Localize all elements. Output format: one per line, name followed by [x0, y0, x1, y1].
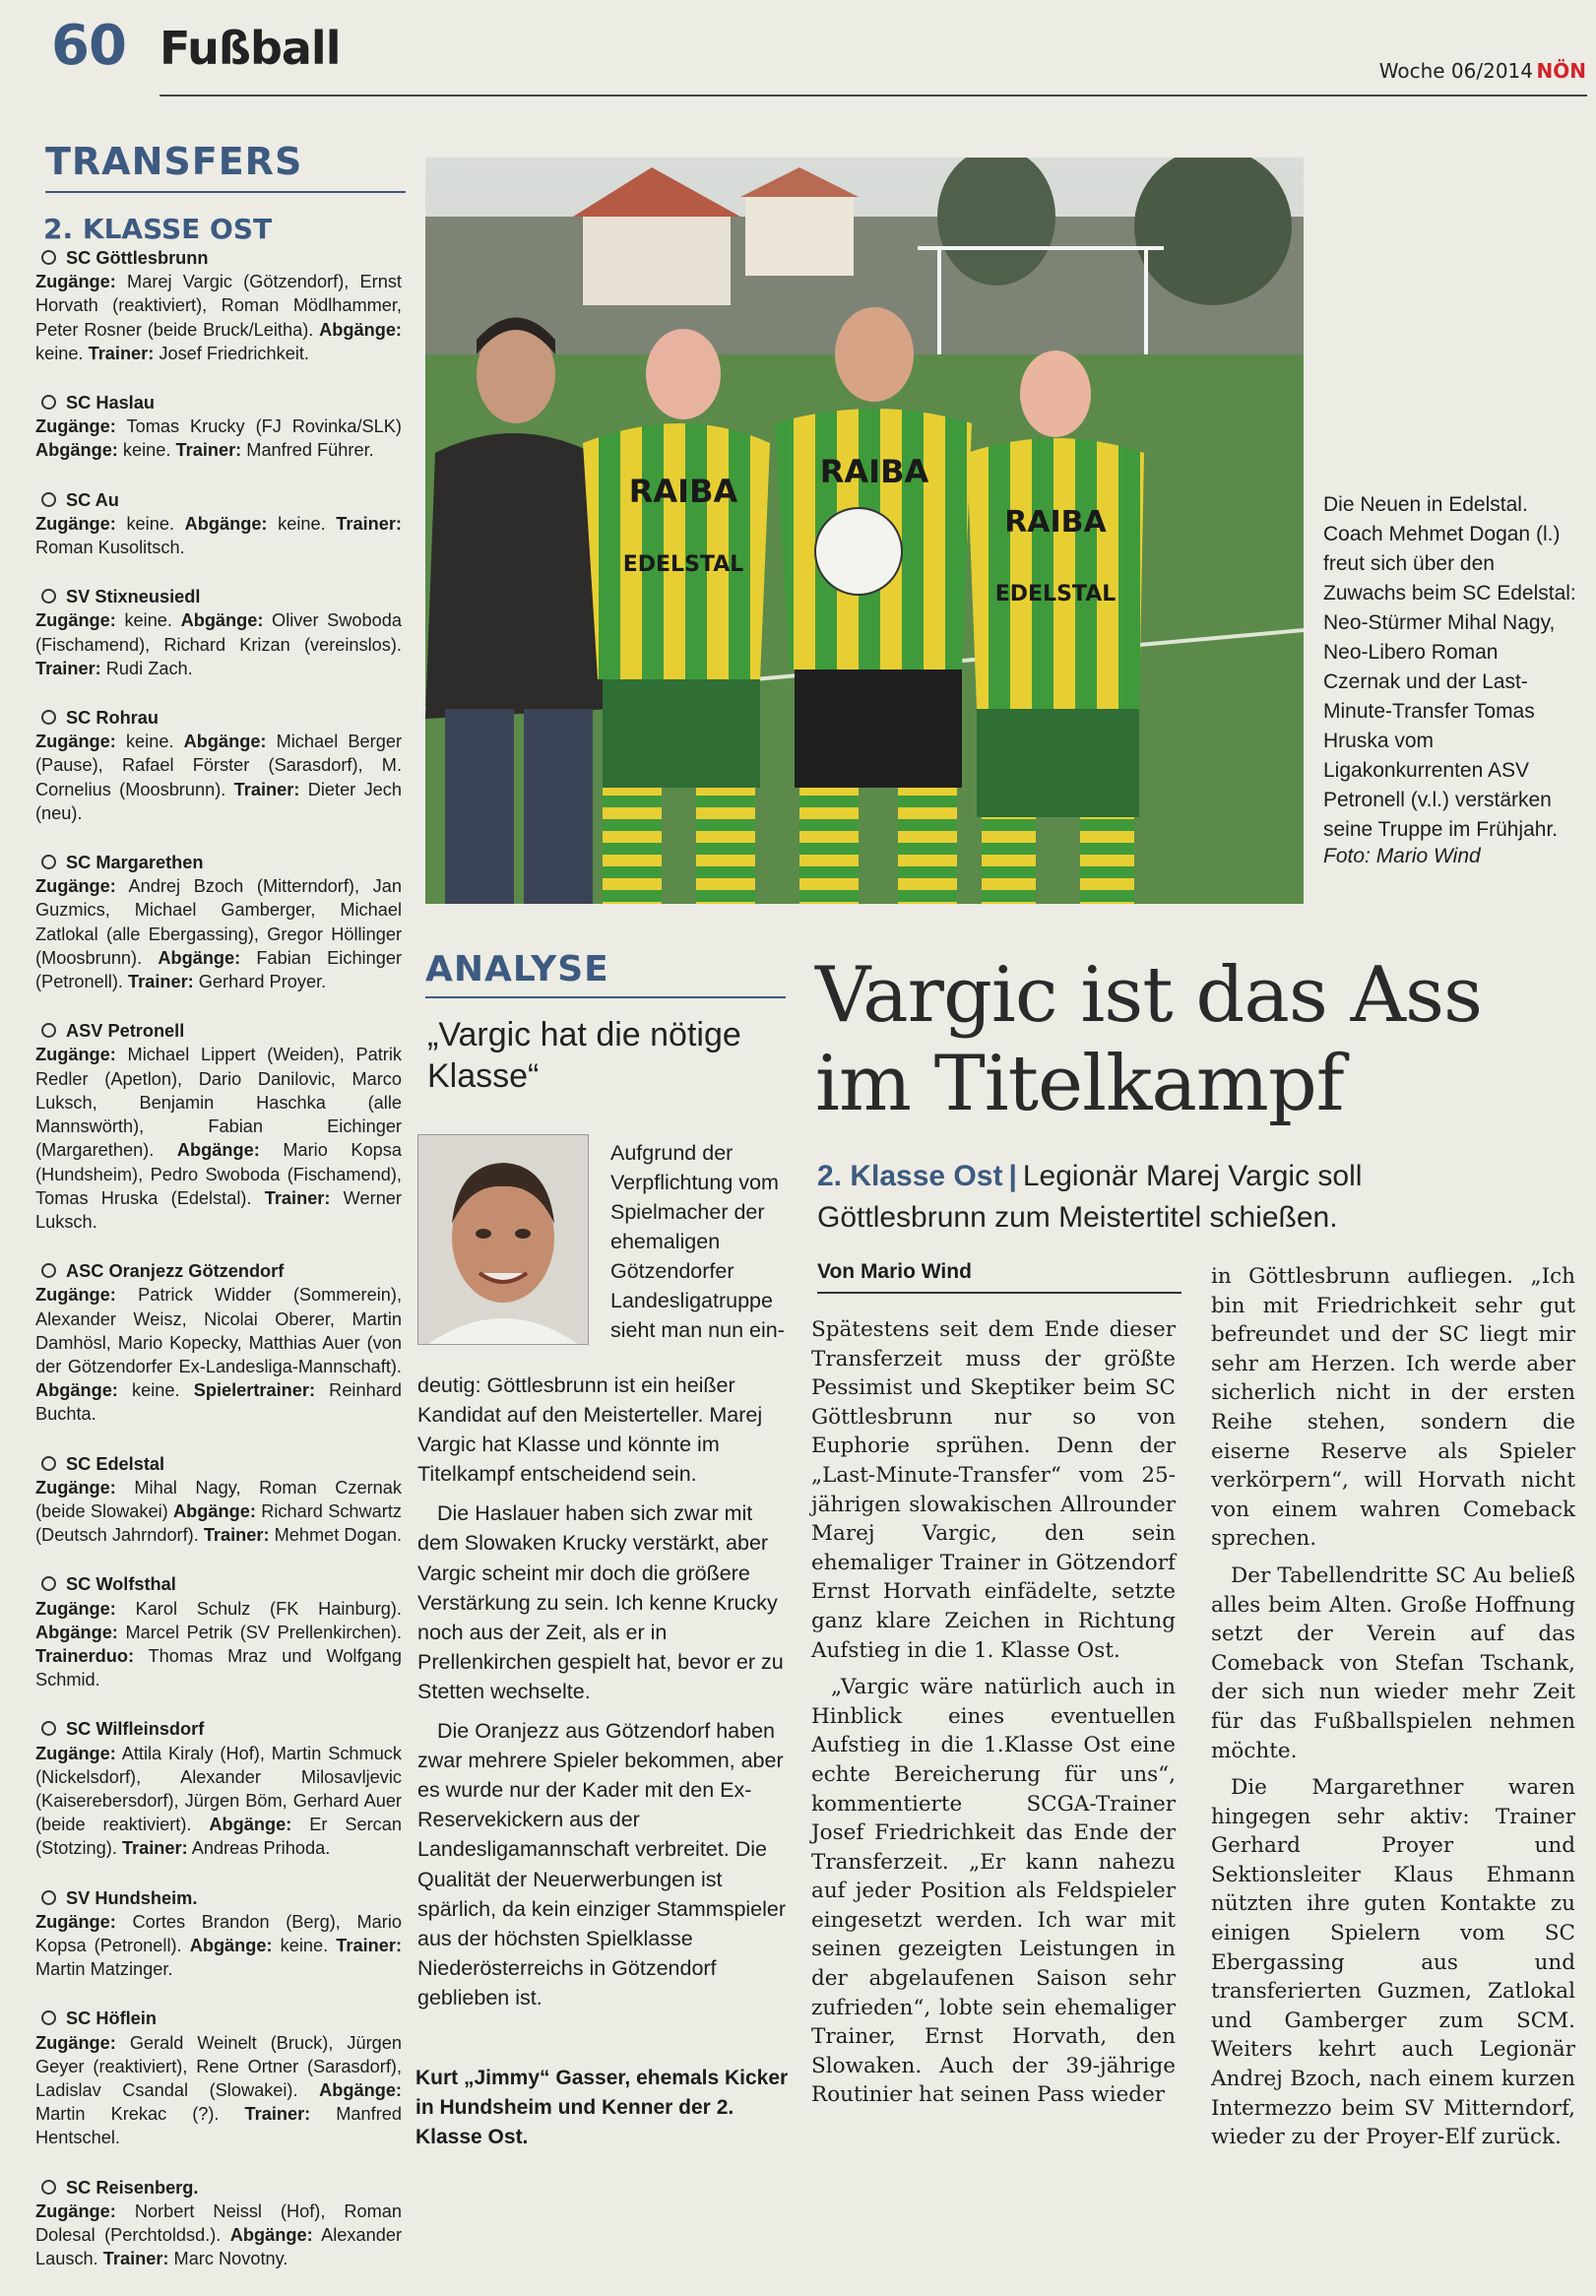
club-name-text: SC Margarethen	[66, 853, 204, 873]
transfer-club	[35, 1886, 402, 1982]
club-transfers	[35, 1476, 402, 1548]
label-trainer: Trainer:	[102, 2249, 169, 2269]
label-abgaenge: Abgänge:	[209, 1815, 292, 1835]
trainer-text: Werner Luksch.	[35, 1187, 402, 1232]
photo-credit: Foto: Mario Wind	[1323, 845, 1481, 867]
club-name-text: SV Hundsheim.	[66, 1887, 198, 1908]
label-abgaenge: Abgänge:	[35, 440, 118, 461]
club-name	[35, 391, 402, 415]
club-transfers	[35, 1910, 402, 1982]
zugaenge-text: keine.	[115, 513, 185, 534]
bullet-icon	[41, 395, 56, 410]
transfer-club	[35, 488, 402, 560]
transfer-club	[35, 706, 402, 825]
bullet-icon	[41, 2180, 56, 2195]
label-trainer: Trainer:	[244, 2104, 311, 2125]
issue-label: Woche 06/2014	[1378, 59, 1533, 83]
article-column-2	[1211, 1262, 1575, 2160]
team-photo	[425, 158, 1304, 904]
club-name	[35, 1019, 402, 1043]
club-name-text: SC Höflein	[66, 2009, 157, 2029]
label-abgaenge: Abgänge:	[183, 732, 267, 752]
club-name	[35, 1717, 402, 1741]
label-trainer: Trainer:	[35, 658, 101, 678]
jersey-text-1: RAIBA	[628, 473, 738, 510]
label-trainer: Trainer:	[264, 1187, 331, 1208]
bullet-icon	[41, 589, 56, 604]
club-name	[35, 246, 402, 270]
zugaenge-text: Tomas Krucky (FJ Rovinka/SLK)	[115, 416, 402, 437]
zugaenge-text: Karol Schulz (FK Hainburg).	[115, 1598, 402, 1619]
zugaenge-text: Patrick Widder (Sommerein), Alexander Weisz, Nicolai Oberer, Martin Damhösl, Mario Kopecky, Matthias Auer (von der Götzendorfer Ex-Landesliga-Mannschaft).	[35, 1285, 402, 1376]
label-trainer: Trainer:	[336, 1935, 403, 1955]
club-name	[35, 585, 402, 608]
club-name-text: SC Haslau	[66, 393, 155, 414]
analyse-intro: Aufgrund der Verpflichtung vom Spielmacher der ehemaligen Götzendorfer Landesligatruppe sieht man nun ein-	[610, 1141, 785, 1342]
club-name	[35, 1572, 402, 1596]
bullet-icon	[41, 250, 56, 265]
trainer-text: Mehmet Dogan.	[269, 1525, 402, 1546]
article-paragraph: „Vargic wäre natürlich auch in Hinblick eines eventuellen Aufstieg in die 1.Klasse Ost eine echte Bereicherung für uns“, kommentierte SCGA-Trainer Josef Friedrichkeit das Ende der Transferzeit. „Er kann nahezu auf jeder Position als Feldspieler eingesetzt werden. Ich war mit seinen gezeigten Leistungen in der abgelaufenen Saison sehr zufrieden“, lobte sein ehemaliger Trainer, Ernst Horvath, den Slowaken. Auch der 39-jährige Routinier hat seinen Pass wieder	[811, 1675, 1176, 2108]
club-transfers	[35, 2031, 402, 2150]
label-trainer: Trainer:	[121, 1838, 188, 1859]
abgaenge-text: keine.	[117, 440, 176, 461]
transfers-title: TRANSFERS	[45, 140, 303, 183]
abgaenge-text: Alexander Lausch.	[35, 2225, 402, 2269]
abgaenge-text: Michael Berger (Pause), Rafael Förster (Sarasdorf), M. Cornelius (Moosbrunn).	[35, 732, 402, 799]
club-name	[35, 2007, 402, 2030]
label-zugaenge: Zugänge:	[35, 513, 116, 534]
label-zugaenge: Zugänge:	[35, 1477, 116, 1498]
transfer-club	[35, 2007, 402, 2149]
transfers-league: 2. KLASSE OST	[43, 213, 273, 245]
analyse-rule	[425, 996, 786, 998]
bullet-icon	[41, 1721, 56, 1736]
page-number: 60	[51, 14, 126, 78]
abgaenge-text: Martin Krekac (?).	[35, 2104, 245, 2125]
abgaenge-text: Mario Kopsa (Hundsheim), Pedro Swoboda (Fischamend), Tomas Hruska (Edelstal).	[35, 1140, 403, 1208]
label-zugaenge: Zugänge:	[35, 2032, 116, 2053]
label-trainer: Trainer:	[336, 513, 402, 534]
analyse-paragraph: Die Oranjezz aus Götzendorf haben zwar mehrere Spieler bekommen, aber es wurde nur der Kader mit den Ex-Reservekickern aus der Landesligamannschaft verbreitet. Die Qualität der Neuerwerbungen ist spärlich, da kein einziger Stammspieler aus der höchsten Spielklasse Niederösterreichs in Götzendorf geblieben ist.	[417, 1719, 787, 2009]
club-transfers	[35, 1283, 402, 1426]
zugaenge-text: Andrej Bzoch (Mitterndorf), Jan Guzmics, Michael Gamberger, Michael Zatlokal (alle Ebergassing), Gregor Höllinger (Moosbrunn).	[35, 876, 402, 968]
club-name-text: SC Wolfsthal	[66, 1574, 176, 1595]
label-abgaenge: Abgänge:	[173, 1500, 256, 1521]
club-name-text: SV Stixneusiedl	[66, 587, 201, 607]
club-name-text: SC Reisenberg.	[66, 2177, 199, 2198]
trainer-text: Gerhard Proyer.	[193, 972, 327, 992]
club-transfers	[35, 1742, 402, 1861]
article-subhead-text: Legionär Marej Vargic soll Göttlesbrunn zum Meistertitel schießen.	[817, 1160, 1363, 1234]
article-paragraph: in Göttlesbrunn aufliegen. „Ich bin mit Friedrichkeit sehr gut befreundet und der SC liegt mir sehr am Herzen. Ich werde aber sicherlich nicht in der ersten Reihe stehen, sondern die eiserne Reserve als Spieler verkörpern“, will Horvath nicht von einem wahren Comeback sprechen.	[1211, 1264, 1575, 1552]
trainer-text: Thomas Mraz und Wolfgang Schmid.	[35, 1645, 402, 1690]
analyse-author: Kurt „Jimmy“ Gasser, ehemals Kicker in Hundsheim und Kenner der 2. Klasse Ost.	[415, 2067, 789, 2148]
abgaenge-text: Er Sercan (Stotzing).	[35, 1815, 402, 1859]
transfer-club	[35, 246, 402, 365]
article-paragraph: Der Tabellendritte SC Au beließ alles beim Alten. Große Hoffnung setzt der Verein auf das Comeback von Stefan Tschank, der sich nun wieder mehr Zeit für das Fußballspielen nehmen möchte.	[1211, 1563, 1575, 1763]
transfer-club	[35, 1572, 402, 1691]
label-abgaenge: Abgänge:	[319, 2080, 402, 2100]
trainer-text: Marc Novotny.	[168, 2249, 288, 2269]
transfer-club	[35, 1019, 402, 1234]
label-abgaenge: Abgänge:	[180, 610, 264, 631]
transfer-club	[35, 1717, 402, 1860]
abgaenge-text: Fabian Eichinger (Petronell).	[35, 947, 402, 992]
label-trainer: Trainer:	[128, 972, 194, 992]
article-paragraph: Spätestens seit dem Ende dieser Transferzeit muss der größte Pessimist und Skeptiker beim SC Göttlesbrunn nur so von Euphorie sprühen. Denn der „Last-Minute-Transfer“ vom 25-jährigen slowakischen Allrounder Marej Vargic, den sein ehemaliger Trainer in Götzendorf Ernst Horvath einfädelte, setzte ganz klare Zeichen in Richtung Aufstieg in die 1. Klasse Ost.	[811, 1317, 1176, 1663]
bullet-icon	[41, 1263, 56, 1278]
zugaenge-text: keine.	[115, 610, 181, 631]
zugaenge-text: Mihal Nagy, Roman Czernak (beide Slowakei)	[35, 1477, 402, 1521]
club-transfers	[35, 874, 402, 993]
label-abgaenge: Abgänge:	[229, 2225, 313, 2246]
club-transfers	[35, 2200, 402, 2271]
bullet-icon	[41, 492, 56, 507]
section-title: Fußball	[160, 22, 341, 75]
trainer-text: Andreas Prihoda.	[187, 1838, 331, 1859]
label-zugaenge: Zugänge:	[35, 1598, 116, 1619]
abgaenge-text: Marcel Petrik (SV Prellenkirchen).	[117, 1622, 402, 1642]
bullet-icon	[41, 710, 56, 725]
transfer-club	[35, 1452, 402, 1548]
trainer-text: Rudi Zach.	[100, 658, 193, 678]
transfer-club	[35, 1259, 402, 1426]
label-zugaenge: Zugänge:	[35, 1911, 116, 1932]
club-transfers	[35, 415, 402, 462]
club-name	[35, 1886, 402, 1910]
zugaenge-text: Cortes Brandon (Berg), Mario Kopsa (Petronell).	[35, 1911, 402, 1955]
zugaenge-text: Michael Lippert (Weiden), Patrik Redler (Apetlon), Dario Danilovic, Marco Luksch, Benjamin Haschka (alle Mannswörth), Fabian Eichinger (Margarethen).	[35, 1045, 402, 1161]
label-zugaenge: Zugänge:	[35, 732, 116, 752]
zugaenge-text: Norbert Neissl (Hof), Roman Dolesal (Perchtoldsd.).	[35, 2200, 402, 2246]
label-trainer: Trainerduo:	[35, 1645, 135, 1666]
author-portrait	[417, 1134, 589, 1345]
team-photo-illustration	[425, 158, 1304, 904]
club-transfers	[35, 270, 402, 365]
club-transfers	[35, 1597, 402, 1692]
label-abgaenge: Abgänge:	[158, 947, 241, 968]
label-zugaenge: Zugänge:	[35, 272, 116, 292]
abgaenge-text: keine.	[35, 343, 89, 363]
analyse-body	[417, 1371, 788, 2022]
bullet-icon	[41, 2010, 56, 2025]
abgaenge-text: keine.	[272, 1935, 337, 1955]
article-byline: Von Mario Wind	[817, 1260, 972, 1283]
zugaenge-text: Attila Kiraly (Hof), Martin Schmuck (Nickelsdorf), Alexander Milosavljevic (Kaiserebersdorf), Jürgen Böm, Gerhard Auer (beide reaktiviert).	[35, 1743, 402, 1835]
transfer-club	[35, 2176, 402, 2271]
bullet-icon	[41, 1576, 56, 1591]
label-abgaenge: Abgänge:	[184, 513, 268, 534]
byline-rule	[817, 1292, 1181, 1294]
club-name-text: ASV Petronell	[66, 1021, 185, 1042]
bullet-icon	[41, 1456, 56, 1471]
trainer-text: Roman Kusolitsch.	[35, 538, 185, 558]
article-column-1	[811, 1315, 1176, 2118]
club-transfers	[35, 512, 402, 559]
club-name	[35, 706, 402, 730]
transfers-rule	[45, 191, 406, 193]
label-zugaenge: Zugänge:	[35, 1285, 116, 1306]
analyse-paragraph: deutig: Göttlesbrunn ist ein heißer Kandidat auf den Meisterteller. Marej Vargic hat Klasse und könnte im Titelkampf entscheidend sein.	[417, 1373, 763, 1487]
header-rule	[160, 95, 1587, 96]
analyse-paragraph: Die Haslauer haben sich zwar mit dem Slowaken Krucky verstärkt, aber Vargic scheint mir doch die größere Verstärkung zu sein. Ich kenne Krucky noch aus der Zeit, als er in Prellenkirchen gespielt hat, bevor er zu Stetten wechselte.	[417, 1501, 784, 1703]
photo-caption: Die Neuen in Edelstal. Coach Mehmet Dogan (l.) freut sich über den Zuwachs beim SC Edelstal: Neo-Stürmer Mihal Nagy, Neo-Libero Roman Czernak und der Last-Minute-Transfer Tomas Hruska vom Ligakonkurrenten ASV Petronell (v.l.) verstärken seine Truppe im Frühjahr.	[1323, 493, 1576, 841]
transfer-club	[35, 851, 402, 993]
club-name-text: SC Edelstal	[66, 1453, 165, 1474]
jersey-text-2: EDELSTAL	[622, 552, 744, 577]
author-portrait-illustration	[418, 1135, 588, 1344]
trainer-text: Dieter Jech (neu).	[35, 779, 402, 823]
trainer-text: Manfred Führer.	[241, 440, 374, 461]
jersey-text-1b: RAIBA	[819, 453, 929, 490]
club-transfers	[35, 1043, 402, 1234]
article-paragraph: Die Margarethner waren hingegen sehr aktiv: Trainer Gerhard Proyer und Sektionsleiter Klaus Ehmann nützten ihre guten Kontakte zu einigen Spielern vom SC Ebergassing aus und transferierten Guzmen, Zatlokal und Gamberger zum SCM. Weiters kehrt auch Legionär Andrej Bzoch, nach einem kurzen Intermezzo beim SV Mitterndorf, wieder zu der Proyer-Elf zurück.	[1211, 1775, 1575, 2150]
label-zugaenge: Zugänge:	[35, 876, 116, 897]
abgaenge-text: keine.	[267, 513, 337, 534]
label-abgaenge: Abgänge:	[35, 1380, 118, 1401]
abgaenge-text: Richard Schwartz (Deutsch Jahrndorf).	[35, 1500, 402, 1546]
label-zugaenge: Zugänge:	[35, 416, 116, 437]
label-abgaenge: Abgänge:	[176, 1140, 260, 1161]
article-kicker: 2. Klasse Ost	[817, 1160, 1003, 1192]
label-trainer: Spielertrainer:	[193, 1380, 316, 1401]
label-trainer: Trainer:	[233, 779, 300, 799]
zugaenge-text: Marej Vargic (Götzendorf), Ernst Horvath (reaktiviert), Roman Mödlhammer, Peter Rosner (beide Bruck/Leitha).	[35, 272, 402, 340]
article-subhead	[817, 1156, 1487, 1239]
analyse-quote: „Vargic hat die nötige Klasse“	[427, 1016, 741, 1095]
trainer-text: Manfred Hentschel.	[35, 2104, 403, 2148]
brand-logo: NÖN	[1536, 59, 1586, 83]
bullet-icon	[41, 855, 56, 869]
label-abgaenge: Abgänge:	[319, 319, 402, 340]
club-transfers	[35, 608, 402, 680]
club-name	[35, 1452, 402, 1476]
abgaenge-text: Oliver Swoboda (Fischamend), Richard Krizan (vereinslos).	[35, 610, 402, 655]
bullet-icon	[41, 1890, 56, 1905]
zugaenge-text: keine.	[115, 732, 184, 752]
club-name	[35, 2176, 402, 2200]
label-abgaenge: Abgänge:	[35, 1622, 118, 1642]
trainer-text: Reinhard Buchta.	[35, 1380, 402, 1425]
abgaenge-text: keine.	[117, 1380, 194, 1401]
label-zugaenge: Zugänge:	[35, 1743, 116, 1763]
jersey-text-1c: RAIBA	[1004, 505, 1107, 540]
trainer-text: Martin Matzinger.	[35, 1959, 173, 1980]
transfer-club	[35, 585, 402, 680]
club-name	[35, 488, 402, 512]
club-name-text: SC Göttlesbrunn	[66, 248, 209, 268]
label-abgaenge: Abgänge:	[189, 1935, 273, 1955]
trainer-text: Josef Friedrichkeit.	[154, 343, 309, 363]
kicker-separator: |	[1008, 1160, 1017, 1192]
zugaenge-text: Gerald Weinelt (Bruck), Jürgen Geyer (reaktiviert), Rene Ortner (Sarasdorf), Ladislav Csandal (Slowakei).	[35, 2032, 402, 2100]
bullet-icon	[41, 1023, 56, 1038]
label-trainer: Trainer:	[88, 343, 155, 363]
club-name-text: SC Rohrau	[66, 708, 159, 729]
club-name	[35, 851, 402, 874]
club-name	[35, 1259, 402, 1283]
label-zugaenge: Zugänge:	[35, 2200, 116, 2221]
label-zugaenge: Zugänge:	[35, 610, 116, 631]
label-zugaenge: Zugänge:	[35, 1045, 116, 1065]
club-name-text: SC Wilfleinsdorf	[66, 1719, 205, 1740]
club-name-text: ASC Oranjezz Götzendorf	[66, 1261, 285, 1282]
club-transfers	[35, 730, 402, 825]
label-trainer: Trainer:	[203, 1525, 270, 1546]
analyse-label: ANALYSE	[425, 949, 609, 989]
jersey-text-2c: EDELSTAL	[994, 582, 1117, 606]
club-name-text: SC Au	[66, 489, 119, 510]
transfers-list	[35, 246, 402, 2296]
label-trainer: Trainer:	[175, 440, 242, 461]
transfer-club	[35, 391, 402, 463]
article-headline: Vargic ist das Ass im Titelkampf	[815, 951, 1483, 1128]
